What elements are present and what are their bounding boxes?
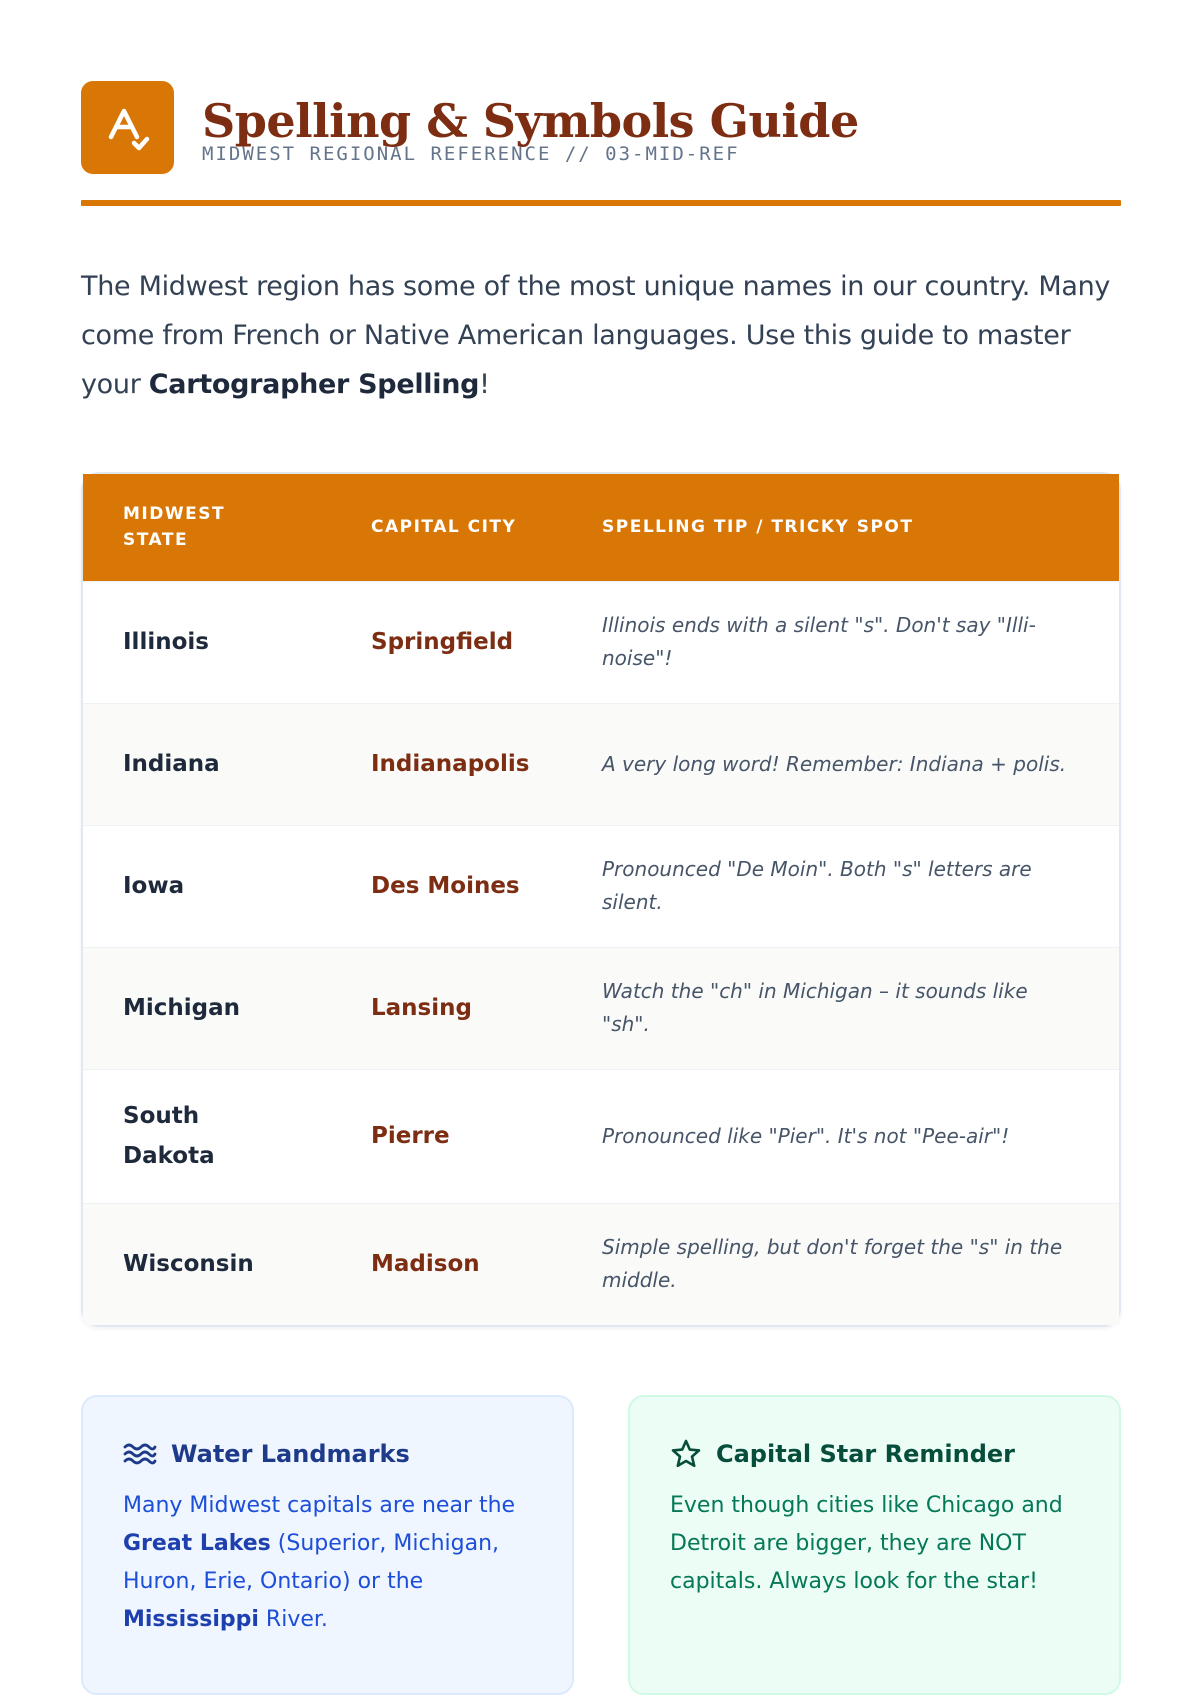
intro-text-end: ! [479, 369, 490, 400]
tip-cell: Pronounced like "Pier". It's not "Pee-air"! [562, 1069, 1119, 1203]
intro-text: The Midwest region has some of the most unique names in our country. Many come from French or Native American languages. Use this guide to master your [81, 271, 1111, 400]
table-row [83, 825, 1119, 947]
header [81, 80, 1121, 174]
table-row [83, 1203, 1119, 1325]
state-cell: Indiana [83, 703, 331, 825]
intro-paragraph [81, 262, 1121, 409]
header-divider [81, 200, 1121, 206]
capital-cell: Indianapolis [331, 703, 562, 825]
great-lakes-emphasis: Great Lakes [123, 1531, 271, 1556]
mississippi-emphasis: Mississippi [123, 1607, 259, 1632]
tip-cell: Simple spelling, but don't forget the "s" in the middle. [562, 1203, 1119, 1325]
info-cards [81, 1395, 1121, 1695]
tip-cell: Watch the "ch" in Michigan – it sounds like "sh". [562, 947, 1119, 1069]
state-cell: South Dakota [83, 1069, 331, 1203]
capital-cell: Madison [331, 1203, 562, 1325]
state-cell: Illinois [83, 581, 331, 703]
state-cell: Iowa [83, 825, 331, 947]
tip-cell: Illinois ends with a silent "s". Don't say "Illi-noise"! [562, 581, 1119, 703]
capitals-table [83, 474, 1119, 1325]
table-header-row [83, 474, 1119, 581]
table-row [83, 581, 1119, 703]
header-capital: CAPITAL CITY [371, 517, 517, 538]
table-row [83, 947, 1119, 1069]
star-card-body: Even though cities like Chicago and Detroit are bigger, they are NOT capitals. Always look for the star! [670, 1493, 1063, 1594]
table-row [83, 703, 1119, 825]
capital-cell: Pierre [331, 1069, 562, 1203]
header-state: MIDWEST STATE [123, 504, 226, 551]
water-card-header [123, 1437, 532, 1471]
page-subtitle: MIDWEST REGIONAL REFERENCE // 03-MID-REF [202, 143, 740, 165]
intro-emphasis: Cartographer Spelling [148, 369, 480, 400]
state-cell: Wisconsin [83, 1203, 331, 1325]
water-card-body: Many Midwest capitals are near the Great Lakes (Superior, Michigan, Huron, Erie, Ontario) or the Mississippi River. [123, 1493, 516, 1632]
header-tip: SPELLING TIP / TRICKY SPOT [602, 517, 914, 538]
spell-check-icon [81, 81, 174, 174]
capital-cell: Des Moines [331, 825, 562, 947]
water-landmarks-card [81, 1395, 574, 1695]
table-row [83, 1069, 1119, 1203]
capital-cell: Springfield [331, 581, 562, 703]
capital-star-card [628, 1395, 1121, 1695]
water-card-title: Water Landmarks [171, 1440, 410, 1468]
waves-icon [123, 1441, 157, 1467]
guide-page [81, 80, 1121, 1695]
tip-cell: A very long word! Remember: Indiana + polis. [562, 703, 1119, 825]
star-card-header [670, 1437, 1079, 1471]
capital-cell: Lansing [331, 947, 562, 1069]
tip-cell: Pronounced "De Moin". Both "s" letters are silent. [562, 825, 1119, 947]
state-cell: Michigan [83, 947, 331, 1069]
capitals-table-card [81, 472, 1121, 1327]
star-icon [670, 1438, 702, 1470]
page-title: Spelling & Symbols Guide [202, 94, 859, 148]
star-card-title: Capital Star Reminder [716, 1440, 1015, 1468]
